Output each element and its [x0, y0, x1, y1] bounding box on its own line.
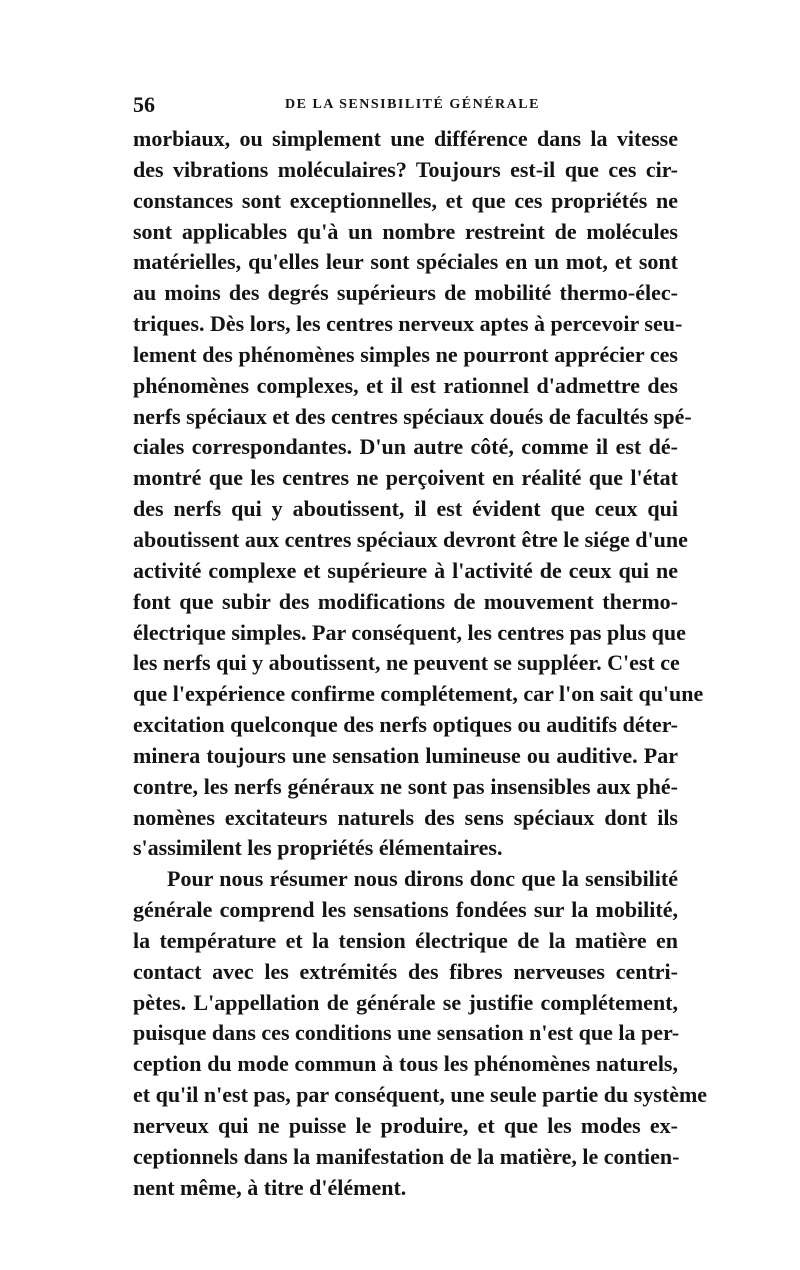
running-head-title: DE LA SENSIBILITÉ GÉNÉRALE	[285, 97, 540, 112]
paragraph-first-line: Pour nous résumer nous dirons donc que la sensibilité	[167, 866, 678, 892]
body-text	[133, 124, 708, 1204]
text-line: électrique simples. Par conséquent, les centres pas plus que	[133, 619, 686, 645]
text-line: et qu'il n'est pas, par conséquent, une seule partie du système	[133, 1082, 708, 1108]
running-head	[133, 92, 673, 122]
page-number: 56	[133, 92, 155, 117]
text-line: pètes. L'appellation de générale se justifie complétement,	[133, 989, 678, 1015]
text-line: s'assimilent les propriétés élémentaires.	[133, 835, 503, 861]
text-line: ciales correspondantes. D'un autre côté, comme il est dé-	[133, 434, 678, 460]
text-line: montré que les centres ne perçoivent en réalité que l'état	[133, 465, 678, 491]
text-line: phénomènes complexes, et il est rationnel d'admettre des	[133, 372, 678, 398]
text-line: des vibrations moléculaires? Toujours est-il que ces cir-	[133, 156, 678, 182]
text-line: lement des phénomènes simples ne pourront apprécier ces	[133, 341, 678, 367]
text-line: la température et la tension électrique de la matière en	[133, 927, 678, 953]
text-line: des nerfs qui y aboutissent, il est évident que ceux qui	[133, 496, 678, 522]
text-line: sont applicables qu'à un nombre restreint de molécules	[133, 218, 678, 244]
text-line: nomènes excitateurs naturels des sens spéciaux dont ils	[133, 804, 678, 830]
text-line: contre, les nerfs généraux ne sont pas insensibles aux phé-	[133, 773, 678, 799]
text-line: nent même, à titre d'élément.	[133, 1174, 407, 1200]
text-line: minera toujours une sensation lumineuse ou auditive. Par	[133, 742, 678, 768]
text-line: nerveux qui ne puisse le produire, et que les modes ex-	[133, 1113, 678, 1138]
text-line: générale comprend les sensations fondées sur la mobilité,	[133, 897, 678, 923]
text-line: constances sont exceptionnelles, et que ces propriétés ne	[133, 187, 678, 213]
text-line: puisque dans ces conditions une sensation n'est que la per-	[133, 1020, 680, 1046]
text-line: nerfs spéciaux et des centres spéciaux doués de facultés spé-	[133, 403, 692, 429]
text-line: au moins des degrés supérieurs de mobilité thermo-élec-	[133, 280, 678, 306]
text-line: ceptionnels dans la manifestation de la matière, le contien-	[133, 1143, 680, 1169]
text-line: contact avec les extrémités des fibres nerveuses centri-	[133, 958, 678, 984]
text-line: ception du mode commun à tous les phénomènes naturels,	[133, 1051, 678, 1077]
text-line: que l'expérience confirme complétement, car l'on sait qu'une	[133, 681, 704, 707]
text-line: triques. Dès lors, les centres nerveux aptes à percevoir seu-	[133, 311, 683, 337]
text-line: font que subir des modifications de mouvement thermo-	[133, 588, 678, 614]
text-line: aboutissent aux centres spéciaux devront être le siége d'une	[133, 526, 688, 552]
text-line: activité complexe et supérieure à l'activité de ceux qui ne	[133, 557, 678, 583]
text-line: matérielles, qu'elles leur sont spéciales en un mot, et sont	[133, 249, 678, 275]
text-line: morbiaux, ou simplement une différence dans la vitesse	[133, 126, 678, 151]
text-line: excitation quelconque des nerfs optiques ou auditifs déter-	[133, 712, 678, 738]
text-line: les nerfs qui y aboutissent, ne peuvent se suppléer. C'est ce	[133, 650, 680, 676]
